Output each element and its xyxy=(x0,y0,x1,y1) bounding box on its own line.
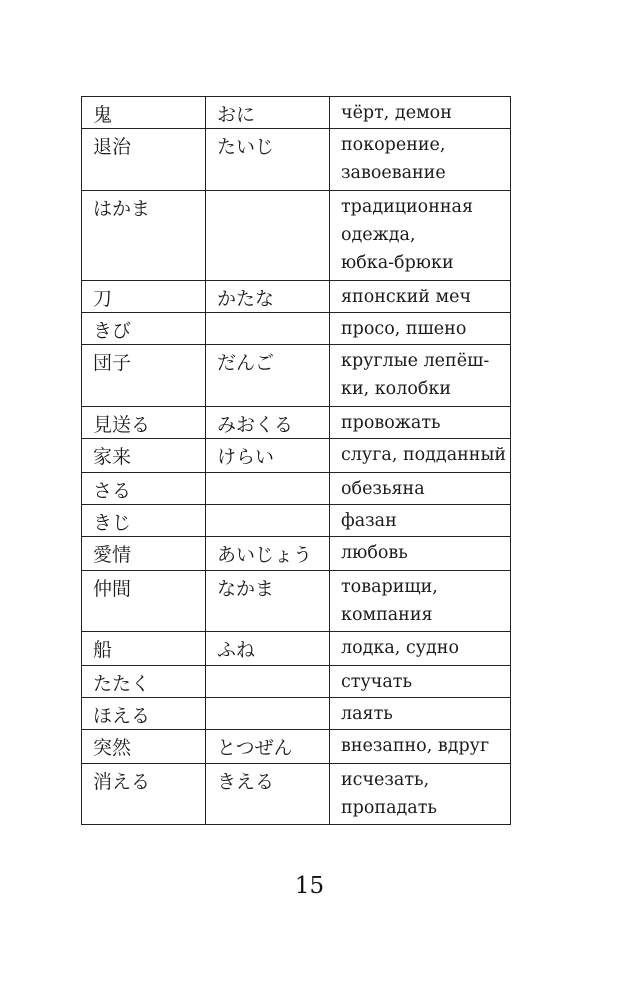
vocabulary-row xyxy=(82,666,511,698)
reading-cell: みおくる xyxy=(206,407,330,439)
vocabulary-row xyxy=(82,97,511,129)
translation-cell: товарищи, компания xyxy=(330,571,511,632)
vocabulary-row xyxy=(82,407,511,439)
translation-cell: слуга, подданный xyxy=(330,439,511,473)
vocabulary-row xyxy=(82,698,511,730)
page-number: 15 xyxy=(294,873,325,899)
reading-cell xyxy=(206,698,330,730)
word-cell: 家来 xyxy=(82,439,206,473)
reading-cell: けらい xyxy=(206,439,330,473)
reading-cell xyxy=(206,473,330,505)
vocabulary-row xyxy=(82,730,511,764)
reading-cell: かたな xyxy=(206,281,330,313)
reading-cell: きえる xyxy=(206,764,330,825)
translation-cell: провожать xyxy=(330,407,511,439)
translation-cell: исчезать, пропадать xyxy=(330,764,511,825)
translation-cell: круглые лепёш- ки, колобки xyxy=(330,345,511,407)
translation-cell: лодка, судно xyxy=(330,632,511,666)
word-cell: 刀 xyxy=(82,281,206,313)
vocabulary-row xyxy=(82,313,511,345)
reading-cell xyxy=(206,505,330,537)
word-cell: 団子 xyxy=(82,345,206,407)
vocabulary-row xyxy=(82,129,511,191)
reading-cell: たいじ xyxy=(206,129,330,191)
translation-cell: любовь xyxy=(330,537,511,571)
reading-cell xyxy=(206,313,330,345)
vocabulary-row xyxy=(82,505,511,537)
vocabulary-row xyxy=(82,345,511,407)
word-cell: さる xyxy=(82,473,206,505)
word-cell: 仲間 xyxy=(82,571,206,632)
word-cell: 退治 xyxy=(82,129,206,191)
vocabulary-row xyxy=(82,473,511,505)
vocabulary-row xyxy=(82,537,511,571)
vocabulary-row xyxy=(82,439,511,473)
translation-cell: традиционная одежда, юбка-брюки xyxy=(330,191,511,281)
translation-cell: покорение, завоевание xyxy=(330,129,511,191)
word-cell: きじ xyxy=(82,505,206,537)
word-cell: 鬼 xyxy=(82,97,206,129)
word-cell: 消える xyxy=(82,764,206,825)
vocabulary-table xyxy=(81,96,511,825)
reading-cell: おに xyxy=(206,97,330,129)
reading-cell: ふね xyxy=(206,632,330,666)
word-cell: はかま xyxy=(82,191,206,281)
word-cell: 船 xyxy=(82,632,206,666)
vocabulary-row xyxy=(82,191,511,281)
reading-cell xyxy=(206,191,330,281)
vocabulary-row xyxy=(82,632,511,666)
translation-cell: внезапно, вдруг xyxy=(330,730,511,764)
reading-cell: あいじょう xyxy=(206,537,330,571)
translation-cell: японский меч xyxy=(330,281,511,313)
word-cell: 愛情 xyxy=(82,537,206,571)
word-cell: きび xyxy=(82,313,206,345)
translation-cell: фазан xyxy=(330,505,511,537)
translation-cell: обезьяна xyxy=(330,473,511,505)
word-cell: ほえる xyxy=(82,698,206,730)
reading-cell: なかま xyxy=(206,571,330,632)
vocabulary-table-body xyxy=(82,97,511,825)
word-cell: たたく xyxy=(82,666,206,698)
reading-cell: だんご xyxy=(206,345,330,407)
vocabulary-row xyxy=(82,571,511,632)
vocabulary-row xyxy=(82,281,511,313)
reading-cell xyxy=(206,666,330,698)
vocabulary-row xyxy=(82,764,511,825)
reading-cell: とつぜん xyxy=(206,730,330,764)
translation-cell: просо, пшено xyxy=(330,313,511,345)
translation-cell: лаять xyxy=(330,698,511,730)
translation-cell: чёрт, демон xyxy=(330,97,511,129)
translation-cell: стучать xyxy=(330,666,511,698)
word-cell: 見送る xyxy=(82,407,206,439)
word-cell: 突然 xyxy=(82,730,206,764)
